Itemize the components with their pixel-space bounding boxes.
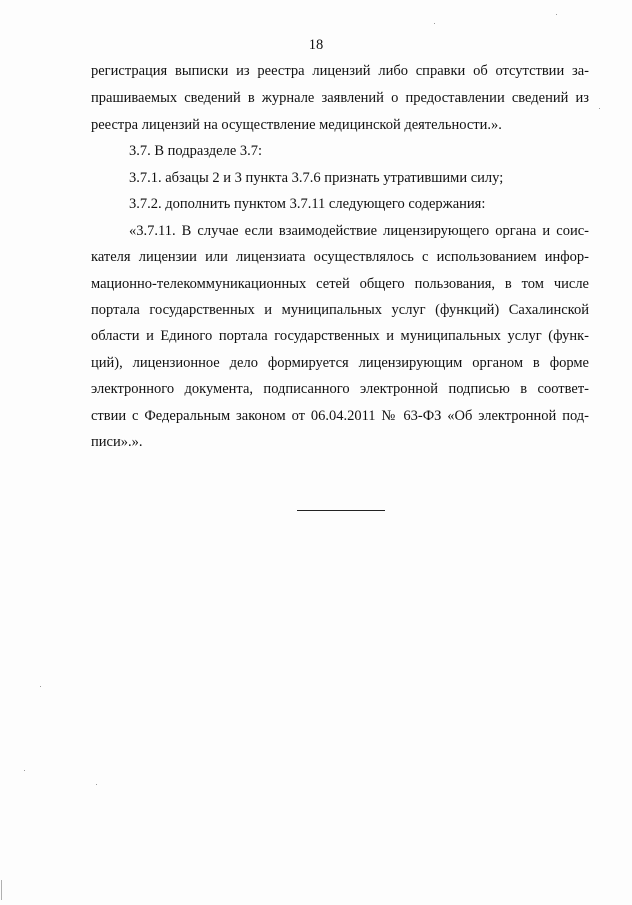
text-line: писи».». — [91, 434, 143, 450]
text-line: электронного документа, подписанного электронной подписью в соответ- — [91, 381, 589, 397]
text-line: «3.7.11. В случае если взаимодействие лицензирующего органа и соис- — [129, 223, 589, 239]
scan-speck — [24, 770, 25, 771]
text-line: регистрация выписки из реестра лицензий либо справки об отсутствии за- — [91, 63, 589, 79]
text-line: ций), лицензионное дело формируется лицензирующим органом в форме — [91, 355, 589, 371]
scan-speck — [599, 108, 600, 109]
closing-divider — [297, 510, 385, 511]
scan-edge-mark — [1, 880, 2, 900]
scan-speck — [556, 14, 557, 15]
scan-speck — [434, 23, 435, 24]
text-line: мационно-телекоммуникационных сетей общего пользования, в том числе — [91, 276, 589, 292]
clause-line: 3.7.1. абзацы 2 и 3 пункта 3.7.6 признать утратившими силу; — [129, 170, 504, 186]
text-line: области и Единого портала государственных и муниципальных услуг (функ- — [91, 328, 589, 344]
scan-speck — [40, 686, 41, 687]
scan-speck — [96, 784, 97, 785]
text-line: прашиваемых сведений в журнале заявлений о предоставлении сведений из — [91, 90, 589, 106]
text-line: портала государственных и муниципальных услуг (функций) Сахалинской — [91, 302, 589, 318]
text-line: ствии с Федеральным законом от 06.04.2011 № 63-ФЗ «Об электронной под- — [91, 408, 589, 424]
subsection-heading: 3.7. В подразделе 3.7: — [129, 143, 263, 159]
text-line: кателя лицензии или лицензиата осуществлялось с использованием инфор- — [91, 249, 589, 265]
page-number: 18 — [308, 37, 324, 53]
text-line: реестра лицензий на осуществление медицинской деятельности.». — [91, 117, 502, 133]
clause-line: 3.7.2. дополнить пунктом 3.7.11 следующего содержания: — [129, 196, 486, 212]
